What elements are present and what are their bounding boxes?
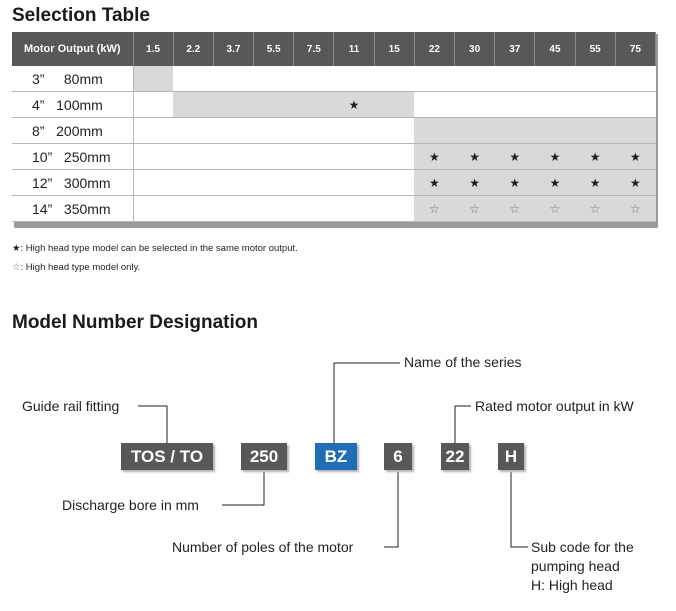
fitting-label: Guide rail fitting xyxy=(22,398,120,414)
filled-star-icon: ★ xyxy=(429,150,440,164)
filled-star-icon: ★ xyxy=(549,176,561,190)
series-code-box: BZ xyxy=(315,443,357,470)
output-header-45: 45 xyxy=(535,32,575,66)
output-header-55: 55 xyxy=(575,32,615,66)
sub-label-line2: pumping head xyxy=(531,558,620,574)
output-header-3-7: 3.7 xyxy=(213,32,253,66)
bore-label: Discharge bore in mm xyxy=(62,497,199,513)
filled-star-icon: ★ xyxy=(429,176,440,190)
filled-star-icon: ★ xyxy=(348,98,360,112)
row-size-label: 10” 250mm xyxy=(12,144,133,170)
fitting-code-box: TOS / TO xyxy=(121,443,213,470)
output-header-2-2: 2.2 xyxy=(173,32,213,66)
output-header-15: 15 xyxy=(374,32,414,66)
output-header-5-5: 5.5 xyxy=(254,32,294,66)
filled-star-icon: ★ xyxy=(12,243,21,254)
fitting-connector xyxy=(138,406,167,443)
selection-table-title: Selection Table xyxy=(12,5,150,26)
output-header-22: 22 xyxy=(414,32,454,66)
series-label: Name of the series xyxy=(404,354,522,370)
open-star-icon: ☆ xyxy=(589,202,601,216)
output-header-7-5: 7.5 xyxy=(294,32,334,66)
open-star-icon: ☆ xyxy=(509,202,521,216)
sub-label-line1: Sub code for the xyxy=(531,539,634,555)
poles-code-box: 6 xyxy=(384,443,412,470)
filled-star-note-text: : High head type model can be selected in the same motor output. xyxy=(20,243,298,254)
open-star-icon: ☆ xyxy=(429,202,440,216)
output-header-30: 30 xyxy=(455,32,495,66)
poles-label: Number of poles of the motor xyxy=(172,539,354,555)
motor-output-header: Motor Output (kW) xyxy=(12,32,133,66)
output-header-37: 37 xyxy=(495,32,535,66)
filled-star-icon: ★ xyxy=(469,176,480,190)
output-connector xyxy=(455,406,471,443)
poles-connector xyxy=(384,472,398,547)
filled-star-icon: ★ xyxy=(509,176,521,190)
filled-star-icon: ★ xyxy=(589,176,601,190)
bore-connector xyxy=(222,472,264,505)
open-star-icon: ☆ xyxy=(549,202,561,216)
open-star-icon: ☆ xyxy=(12,262,21,273)
filled-star-icon: ★ xyxy=(589,150,601,164)
row-size-label: 4” 100mm xyxy=(12,92,133,118)
model-designation-title: Model Number Designation xyxy=(12,312,258,333)
filled-star-icon: ★ xyxy=(629,150,641,164)
row-size-label: 3” 80mm xyxy=(12,66,133,92)
sub-code-box: H xyxy=(498,443,524,470)
output-label: Rated motor output in kW xyxy=(475,398,634,414)
row-size-label: 12” 300mm xyxy=(12,170,133,196)
filled-star-icon: ★ xyxy=(629,176,641,190)
output-header-75: 75 xyxy=(615,32,655,66)
sub-connector xyxy=(511,472,528,547)
open-star-icon: ☆ xyxy=(629,202,641,216)
bore-code-box: 250 xyxy=(241,443,287,470)
filled-star-icon: ★ xyxy=(549,150,561,164)
output-code-box: 22 xyxy=(441,443,469,470)
row-size-label: 8” 200mm xyxy=(12,118,133,144)
filled-star-icon: ★ xyxy=(509,150,521,164)
row-size-label: 14” 350mm xyxy=(12,196,133,222)
filled-star-icon: ★ xyxy=(469,150,480,164)
output-header-11: 11 xyxy=(334,32,374,66)
open-star-note-text: : High head type model only. xyxy=(20,262,141,273)
sub-label-line3: H: High head xyxy=(531,577,613,593)
series-connector xyxy=(334,363,400,443)
open-star-icon: ☆ xyxy=(469,202,480,216)
output-header-1-5: 1.5 xyxy=(133,32,173,66)
